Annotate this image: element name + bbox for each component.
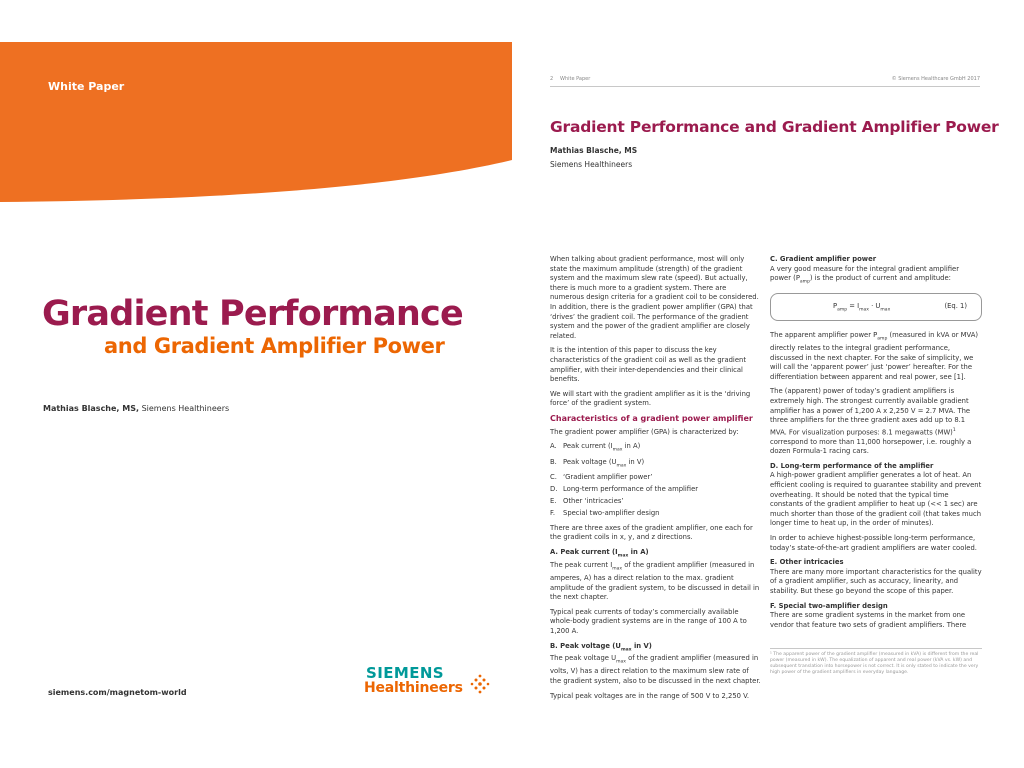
cover-title-line1: Gradient Performance — [42, 294, 463, 334]
subsection-c-paragraph-3: The (apparent) power of today’s gradient amplifiers is extremely high. The strongest currently available gradient amplifier has a power of 1,200 A x 2,250 V = 2.7 MVA. The three amplifiers for the three gradient axes add up to 8.1 MVA. For visualization purposes: 8.1 megawatts (MW)$^1$ correspond to more than 11,000 horsepower, i.e. roughly a dozen Formula-1 racing cars. — [770, 387, 972, 456]
list-item: C. ‘Gradient amplifier power’ — [550, 473, 653, 481]
gpa-characteristics-list — [550, 442, 762, 519]
logo-healthineers-text: Healthineers — [364, 680, 463, 696]
subsection-b-paragraph-1: The peak voltage $U_{max}$ of the gradient amplifier (measured in volts, V) has a direct relation to the maximum slew rate of the gradient system, also to be discussed in the next chapter. — [550, 654, 761, 686]
list-item: D. Long-term performance of the amplifier — [550, 485, 699, 494]
subsection-d-paragraph-1: A high-power gradient amplifier generates a lot of heat. An efficient cooling is required to guarantee stability and prevent overheating. It should be noted that the typical time constants of the gradient amplifier to heat up (<< 1 sec) are much shorter than those of the gradient coil (that takes much longer time to heat up, in the order of minutes). — [770, 471, 982, 528]
header-label: White Paper — [560, 76, 591, 82]
cover-author-org: Siemens Healthineers — [141, 404, 230, 413]
list-item: F. Special two-amplifier design — [550, 509, 660, 518]
logo-siemens-text: SIEMENS — [366, 664, 444, 682]
cover-title-line2: and Gradient Amplifier Power — [104, 334, 445, 358]
article-org: Siemens Healthineers — [550, 160, 633, 169]
article-column-right — [770, 255, 982, 635]
subsection-d-heading: D. Long-term performance of the amplifier — [770, 461, 934, 470]
article-author: Mathias Blasche, MS — [550, 146, 638, 155]
equation-number: (Eq. 1) — [944, 302, 967, 311]
cover-author — [43, 404, 229, 413]
subsection-a-heading: A. Peak current ($I_{max}$ in A) — [550, 548, 649, 559]
axes-paragraph: There are three axes of the gradient amplifier, one each for the gradient coils in x, y, and z directions. — [550, 523, 753, 542]
equation-box — [770, 293, 982, 321]
article-title: Gradient Performance and Gradient Amplifier Power — [550, 118, 999, 136]
subsection-a-paragraph-2: Typical peak currents of today’s commercially available whole-body gradient systems are in the range of 100 A to 1,200 A. — [550, 607, 747, 635]
cover-author-name: Mathias Blasche, MS, — [43, 404, 140, 413]
intro-paragraph-3: We will start with the gradient amplifier as it is the ‘driving force’ of the gradient system. — [550, 389, 751, 408]
list-item: E. Other ‘intricacies’ — [550, 497, 624, 506]
logo-dots-icon — [468, 672, 492, 696]
subsection-f-paragraph-1: There are some gradient systems in the market from one vendor that feature two sets of gradient amplifiers. There — [770, 611, 967, 629]
cover-orange-band — [0, 42, 512, 202]
subsection-a-paragraph-1: The peak current $I_{max}$ of the gradient amplifier (measured in amperes, A) has a direct relation to the max. gradient amplitude of the gradient system, to be discussed in detail in the next chapter. — [550, 561, 760, 602]
intro-paragraph-1: When talking about gradient performance, most will only state the maximum amplitude (strength) of the gradient system and the maximum slew rate (speed). But actually, there is much more to a gradient system. There are numerous design criteria for a gradient coil to be considered. In addition, there is the gradient power amplifier (GPA) that ‘drives’ the gradient coil. The performance of the gradient system and the power of the gradient amplifier are closely related. — [550, 255, 759, 340]
subsection-e-paragraph-1: There are many more important characteristics for the quality of a gradient amplifier, such as accuracy, linearity, and stability. But these go beyond the scope of this paper. — [770, 567, 982, 596]
section-heading: Characteristics of a gradient power amplifier — [550, 413, 753, 423]
subsection-b-paragraph-2: Typical peak voltages are in the range of 500 V to 2,250 V. — [550, 691, 750, 700]
subsection-d-paragraph-2: In order to achieve highest-possible long-term performance, today’s state-of-the-art gradient amplifiers are water cooled. — [770, 534, 977, 552]
list-item: A. Peak current ($I_{max}$ in A) — [550, 442, 641, 453]
subsection-c-paragraph-2: The apparent amplifier power $P_{amp}$ (measured in kVA or MVA) directly relates to the integral gradient performance, discussed in the next chapter. For the sake of simplicity, we will call the ‘apparent power’ just ‘power’ hereafter. For the differentiation between apparent and real power, see [1]. — [770, 331, 979, 381]
subsection-c-heading: C. Gradient amplifier power — [770, 255, 877, 263]
subsection-b-heading: B. Peak voltage ($U_{max}$ in V) — [550, 641, 652, 652]
white-paper-label: White Paper — [48, 80, 125, 93]
intro-paragraph-2: It is the intention of this paper to discuss the key characteristics of the gradient coil as well as the gradient amplifier, with their inter-dependencies and their clinical benefits. — [550, 346, 746, 384]
subsection-e-heading: E. Other intricacies — [770, 558, 844, 567]
subsection-c-paragraph-1: A very good measure for the integral gradient amplifier power $(P_{amp})$ is the product of current and amplitude: — [770, 264, 960, 285]
page-number: 2 — [550, 76, 554, 82]
equation-formula: $P_{amp} = I_{max} \cdot U_{max}$ — [833, 302, 891, 313]
article-column-left — [550, 255, 762, 706]
header-copyright: © Siemens Healthcare GmbH 2017 — [891, 76, 980, 82]
footnote: ¹ The apparent power of the gradient amplifier (measured in kVA) is different from the real power (measured in kW). The equalization of apparent and real power (kVA vs. kW) and subsequent translation into horsepower is not correct. It is only stated to indicate the very high power of the gradient amplifiers in everyday language. — [770, 648, 982, 676]
section-intro: The gradient power amplifier (GPA) is characterized by: — [550, 427, 739, 436]
running-header — [550, 76, 980, 87]
siemens-healthineers-logo — [364, 664, 494, 696]
list-item: B. Peak voltage ($U_{max}$ in V) — [550, 457, 645, 468]
subsection-f-heading: F. Special two-amplifier design — [770, 601, 888, 610]
article-page — [512, 0, 1024, 768]
cover-url: siemens.com/magnetom-world — [48, 688, 187, 697]
